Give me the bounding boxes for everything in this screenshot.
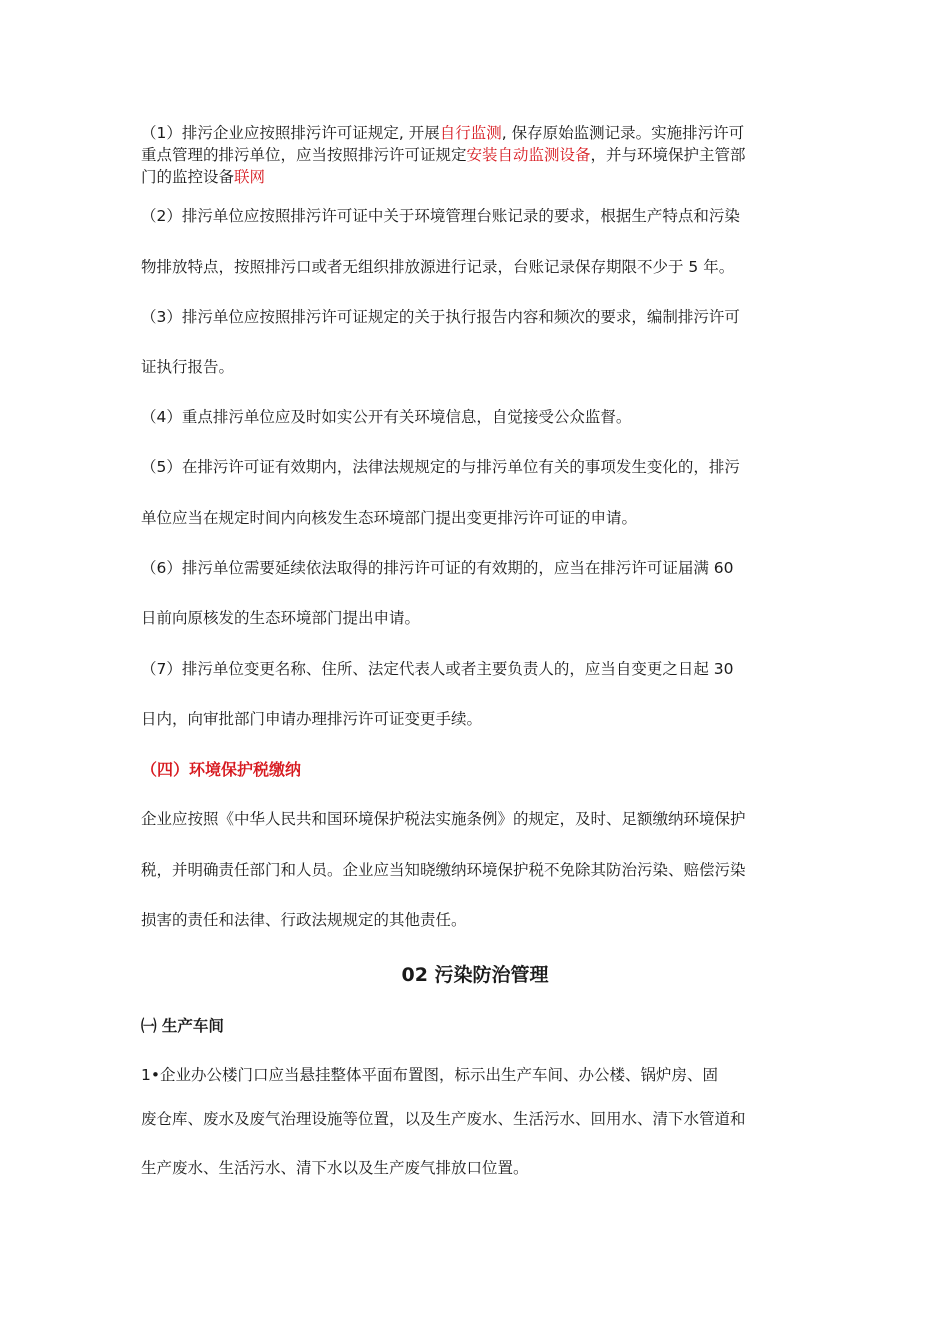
highlight-auto-monitoring: 安装自动监测设备 [466,146,591,164]
part02-title: 02 污染防治管理 [401,964,549,986]
item1-line3 [141,166,265,188]
sub-heading-workshop: ㈠ 生产车间 [141,1017,224,1035]
section4-line1: 企业应按照《中华人民共和国环境保护税法实施条例》的规定，及时、足额缴纳环境保护 [141,810,746,828]
item1-text: , 保存原始监测记录。实施排污许可 [501,124,745,142]
item7-line1: （7）排污单位变更名称、住所、法定代表人或者主要负责人的，应当自变更之日起 30 [141,660,734,678]
item4-line1: （4）重点排污单位应及时如实公开有关环境信息，自觉接受公众监督。 [141,408,632,426]
item5-line1: （5）在排污许可证有效期内，法律法规规定的与排污单位有关的事项发生变化的，排污 [141,458,740,476]
item6-line2: 日前向原核发的生态环境部门提出申请。 [141,609,421,627]
item2-line1: （2）排污单位应按照排污许可证中关于环境管理台账记录的要求，根据生产特点和污染 [141,207,740,225]
item1-line2 [141,144,746,166]
section4-line2: 税，并明确责任部门和人员。企业应当知晓缴纳环境保护税不免除其防治污染、赔偿污染 [141,861,746,879]
item1-line1 [141,122,744,144]
item6-line1: （6）排污单位需要延续依法取得的排污许可证的有效期的，应当在排污许可证届满 60 [141,559,734,577]
item1-text: （1）排污企业应按照排污许可证规定, 开展 [141,124,440,142]
section4-heading: （四）环境保护税缴纳 [141,760,302,779]
section4-line3: 损害的责任和法律、行政法规规定的其他责任。 [141,911,467,929]
point1-line2: 废仓库、废水及废气治理设施等位置，以及生产废水、生活污水、回用水、清下水管道和 [141,1110,746,1128]
highlight-self-monitoring: 自行监测 [439,124,502,142]
item1-text: 门的监控设备 [141,168,235,186]
point1-line3: 生产废水、生活污水、清下水以及生产废气排放口位置。 [141,1159,529,1177]
item7-line2: 日内，向审批部门申请办理排污许可证变更手续。 [141,710,483,728]
item3-line1: （3）排污单位应按照排污许可证规定的关于执行报告内容和频次的要求，编制排污许可 [141,308,740,326]
item2-line2: 物排放特点，按照排污口或者无组织排放源进行记录，台账记录保存期限不少于 5 年。 [141,258,735,276]
highlight-networking: 联网 [234,168,266,186]
item1-text: 重点管理的排污单位，应当按照排污许可证规定 [141,146,467,164]
point1-line1: 1•企业办公楼门口应当悬挂整体平面布置图，标示出生产车间、办公楼、锅炉房、固 [141,1066,719,1084]
item5-line2: 单位应当在规定时间内向核发生态环境部门提出变更排污许可证的申请。 [141,509,638,527]
item3-line2: 证执行报告。 [141,358,235,376]
item1-text: ，并与环境保护主管部 [590,146,746,164]
